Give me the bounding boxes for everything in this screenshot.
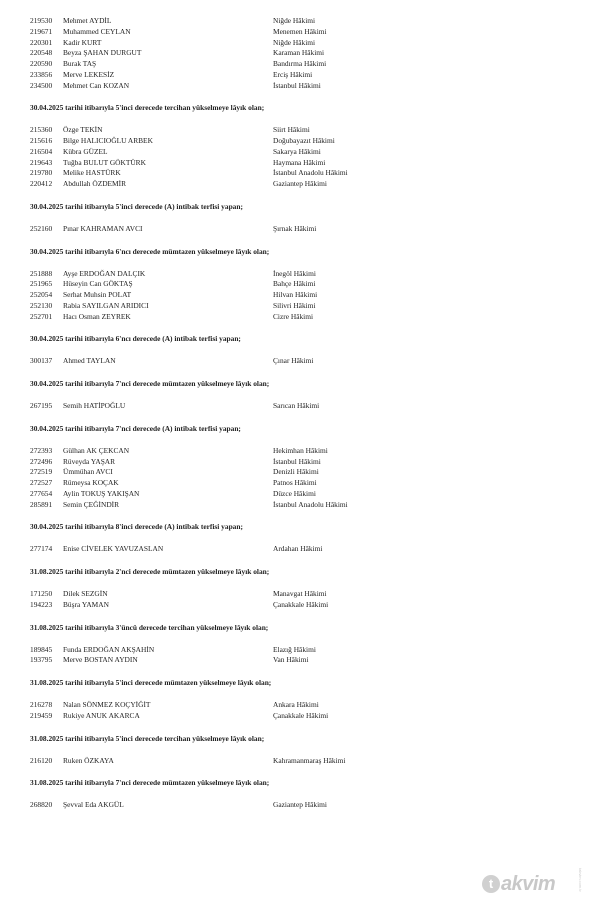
registry-number: 272393 xyxy=(30,445,53,455)
person-name: Kadir KURT xyxy=(63,37,102,47)
registry-number: 285891 xyxy=(30,499,53,509)
list-item xyxy=(0,16,591,27)
takvim-logo-text: akvim xyxy=(501,872,556,895)
court-name: Silivri Hâkimi xyxy=(273,300,316,310)
person-name: Mehmet AYDİL xyxy=(63,16,112,25)
person-name: Funda ERDOĞAN AKŞAHİN xyxy=(63,644,155,654)
registry-number: 272496 xyxy=(30,456,53,466)
registry-number: 233856 xyxy=(30,69,53,79)
person-name: Rüveyda YAŞAR xyxy=(63,456,116,466)
person-name: Serhat Muhsin POLAT xyxy=(63,290,132,299)
list-item xyxy=(0,467,591,478)
registry-number: 277654 xyxy=(30,488,53,498)
section xyxy=(0,510,591,555)
list-item xyxy=(0,478,591,489)
list-item xyxy=(0,489,591,500)
person-name: Semih HATİPOĞLU xyxy=(63,401,126,410)
section xyxy=(0,16,591,91)
court-name: Çanakkale Hâkimi xyxy=(273,710,329,720)
takvim-logo-badge: t xyxy=(482,875,500,893)
list-item xyxy=(0,645,591,656)
person-name: Büşra YAMAN xyxy=(63,599,109,609)
list-item xyxy=(0,600,591,611)
list-item xyxy=(0,446,591,457)
list-item xyxy=(0,700,591,711)
list-item xyxy=(0,224,591,235)
court-name: Sakarya Hâkimi xyxy=(273,146,321,156)
list-item xyxy=(0,269,591,280)
court-name: Ardahan Hâkimi xyxy=(273,544,323,554)
registry-number: 220548 xyxy=(30,48,53,58)
registry-number: 267195 xyxy=(30,401,53,410)
watermark-url: takvim.com.tr xyxy=(578,868,583,892)
court-name: Düzce Hâkimi xyxy=(273,488,316,498)
court-name: Patnos Hâkimi xyxy=(273,478,317,487)
list-item xyxy=(0,279,591,290)
section-heading: 30.04.2025 tarihi itibarıyla 6'ncı derecede (A) intibak terfisi yapan; xyxy=(30,334,241,344)
registry-number: 252701 xyxy=(30,311,53,321)
court-name: İstanbul Hâkimi xyxy=(273,80,321,90)
court-name: İnegöl Hâkimi xyxy=(273,268,316,278)
person-name: Muhammed CEYLAN xyxy=(63,26,131,36)
court-name: Kahramanmaraş Hâkimi xyxy=(273,755,346,765)
court-name: Hekimhan Hâkimi xyxy=(273,445,328,455)
registry-number: 219530 xyxy=(30,16,53,25)
section-heading: 31.08.2025 tarihi itibarıyla 5'inci derecede mümtazen yükselmeye lâyık olan; xyxy=(30,678,272,687)
court-name: Manavgat Hâkimi xyxy=(273,589,327,598)
section-heading: 30.04.2025 tarihi itibarıyla 7'nci derecede (A) intibak terfisi yapan; xyxy=(30,423,241,433)
person-name: Rümeysa KOÇAK xyxy=(63,478,119,487)
registry-number: 300137 xyxy=(30,356,53,366)
person-name: Rabia SAYILGAN ARIDICI xyxy=(63,300,149,310)
registry-number: 251965 xyxy=(30,279,53,289)
court-name: Niğde Hâkimi xyxy=(273,37,316,47)
section xyxy=(0,722,591,767)
person-name: Beyza ŞAHAN DURGUT xyxy=(63,48,142,58)
section xyxy=(0,555,591,611)
list-item xyxy=(0,27,591,38)
court-name: Bahçe Hâkimi xyxy=(273,279,316,289)
court-name: Şırnak Hâkimi xyxy=(273,223,317,233)
registry-number: 219459 xyxy=(30,710,53,720)
list-item xyxy=(0,147,591,158)
list-item xyxy=(0,38,591,49)
court-name: Bandırma Hâkimi xyxy=(273,59,327,68)
list-item xyxy=(0,81,591,92)
section-heading: 31.08.2025 tarihi itibarıyla 3'üncü derecede tercihan yükselmeye lâyık olan; xyxy=(30,622,269,632)
section-heading: 30.04.2025 tarihi itibarıyla 5'inci derecede (A) intibak terfisi yapan; xyxy=(30,201,243,211)
registry-number: 268820 xyxy=(30,800,53,810)
person-name: Ümmühan AVCI xyxy=(63,467,113,477)
section-heading: 30.04.2025 tarihi itibarıyla 7'nci derecede mümtazen yükselmeye lâyık olan; xyxy=(30,379,270,388)
list-item xyxy=(0,800,591,811)
registry-number: 272527 xyxy=(30,478,53,487)
registry-number: 216120 xyxy=(30,755,53,765)
registry-number: 277174 xyxy=(30,544,53,554)
section xyxy=(0,235,591,323)
registry-number: 272519 xyxy=(30,467,53,477)
section xyxy=(0,666,591,722)
list-item xyxy=(0,544,591,555)
court-name: Niğde Hâkimi xyxy=(273,16,316,25)
list-item xyxy=(0,457,591,468)
person-name: Ayşe ERDOĞAN DALÇIK xyxy=(63,268,146,278)
section xyxy=(0,190,591,235)
list-item xyxy=(0,168,591,179)
registry-number: 220412 xyxy=(30,179,53,188)
list-item xyxy=(0,356,591,367)
court-name: Ankara Hâkimi xyxy=(273,700,319,709)
section xyxy=(0,367,591,412)
person-name: Özge TEKİN xyxy=(63,125,103,135)
list-item xyxy=(0,500,591,511)
person-name: Bilge HALICIOĞLU ARBEK xyxy=(63,136,153,145)
section xyxy=(0,766,591,811)
list-item xyxy=(0,70,591,81)
section xyxy=(0,611,591,667)
person-name: Enise CİVELEK YAVUZASLAN xyxy=(63,544,164,554)
court-name: İstanbul Anadolu Hâkimi xyxy=(273,499,348,509)
section-heading: 30.04.2025 tarihi itibarıyla 6'ncı derecede mümtazen yükselmeye lâyık olan; xyxy=(30,246,270,256)
court-name: Menemen Hâkimi xyxy=(273,26,327,36)
section-heading: 30.04.2025 tarihi itibarıyla 5'inci derecede tercihan yükselmeye lâyık olan; xyxy=(30,103,265,113)
person-name: Hüseyin Can GÖKTAŞ xyxy=(63,279,133,289)
person-name: Tuğba BULUT GÖKTÜRK xyxy=(63,157,146,167)
person-name: Nalan SÖNMEZ KOÇYİĞİT xyxy=(63,700,151,709)
court-name: Denizli Hâkimi xyxy=(273,467,319,477)
person-name: Merve BOSTAN AYDIN xyxy=(63,655,138,665)
person-name: Abdullah ÖZDEMİR xyxy=(63,179,127,188)
court-name: Çınar Hâkimi xyxy=(273,356,314,366)
list-item xyxy=(0,179,591,190)
court-name: Cizre Hâkimi xyxy=(273,311,314,321)
court-name: Çanakkale Hâkimi xyxy=(273,599,329,609)
registry-number: 193795 xyxy=(30,655,53,665)
list-item xyxy=(0,756,591,767)
section-heading: 31.08.2025 tarihi itibarıyla 5'inci derecede tercihan yükselmeye lâyık olan; xyxy=(30,733,265,743)
court-name: Sarıcan Hâkimi xyxy=(273,401,320,410)
registry-number: 215360 xyxy=(30,125,53,135)
person-name: Burak TAŞ xyxy=(63,59,97,68)
person-name: Kübra GÜZEL xyxy=(63,146,108,156)
court-name: Elazığ Hâkimi xyxy=(273,644,316,654)
section xyxy=(0,322,591,367)
registry-number: 215616 xyxy=(30,136,53,145)
list-item xyxy=(0,136,591,147)
registry-number: 171250 xyxy=(30,589,53,598)
section xyxy=(0,91,591,190)
court-name: Erciş Hâkimi xyxy=(273,69,313,79)
person-name: Ahmed TAYLAN xyxy=(63,356,116,366)
court-name: Hilvan Hâkimi xyxy=(273,290,318,299)
person-name: Aylin TOKUŞ YAKIŞAN xyxy=(63,488,140,498)
list-item xyxy=(0,125,591,136)
registry-number: 219643 xyxy=(30,157,53,167)
court-name: Karaman Hâkimi xyxy=(273,48,325,58)
registry-number: 234500 xyxy=(30,80,53,90)
list-item xyxy=(0,312,591,323)
list-item xyxy=(0,158,591,169)
list-item xyxy=(0,301,591,312)
court-name: Gaziantep Hâkimi xyxy=(273,800,327,810)
court-name: Gaziantep Hâkimi xyxy=(273,179,327,188)
registry-number: 251888 xyxy=(30,268,53,278)
list-item xyxy=(0,48,591,59)
list-item xyxy=(0,59,591,70)
court-name: Van Hâkimi xyxy=(273,655,309,665)
court-name: Siirt Hâkimi xyxy=(273,125,310,135)
court-name: İstanbul Anadolu Hâkimi xyxy=(273,168,348,178)
person-name: Şevval Eda AKGÜL xyxy=(63,800,124,810)
court-name: Haymana Hâkimi xyxy=(273,157,326,167)
person-name: Pınar KAHRAMAN AVCI xyxy=(63,223,143,233)
list-item xyxy=(0,711,591,722)
registry-number: 194223 xyxy=(30,599,53,609)
section-heading: 31.08.2025 tarihi itibarıyla 2'nci derecede mümtazen yükselmeye lâyık olan; xyxy=(30,567,270,576)
person-name: Ruken ÖZKAYA xyxy=(63,755,114,765)
registry-number: 252160 xyxy=(30,223,53,233)
takvim-logo-watermark xyxy=(482,872,555,896)
person-name: Gülhan AK ÇEKCAN xyxy=(63,445,130,455)
person-name: Semin ÇEĞİNDİR xyxy=(63,499,120,509)
section-heading: 30.04.2025 tarihi itibarıyla 8'inci derecede (A) intibak terfisi yapan; xyxy=(30,522,243,532)
list-item xyxy=(0,589,591,600)
list-item xyxy=(0,290,591,301)
registry-number: 219671 xyxy=(30,26,53,36)
registry-number: 216504 xyxy=(30,146,53,156)
registry-number: 252130 xyxy=(30,300,53,310)
court-name: Doğubayazıt Hâkimi xyxy=(273,136,335,145)
document-body xyxy=(0,16,591,811)
court-name: İstanbul Hâkimi xyxy=(273,456,321,466)
person-name: Rukiye ANUK AKARCA xyxy=(63,710,140,720)
registry-number: 220590 xyxy=(30,59,53,68)
registry-number: 189845 xyxy=(30,644,53,654)
registry-number: 216278 xyxy=(30,700,53,709)
person-name: Dilek SEZGİN xyxy=(63,589,108,598)
registry-number: 220301 xyxy=(30,37,53,47)
person-name: Melike HASTÜRK xyxy=(63,168,121,178)
list-item xyxy=(0,401,591,412)
registry-number: 252054 xyxy=(30,290,53,299)
section xyxy=(0,412,591,511)
section-heading: 31.08.2025 tarihi itibarıyla 7'nci derecede mümtazen yükselmeye lâyık olan; xyxy=(30,778,270,788)
list-item xyxy=(0,655,591,666)
person-name: Hacı Osman ZEYREK xyxy=(63,311,131,321)
registry-number: 219780 xyxy=(30,168,53,178)
person-name: Merve LEKESİZ xyxy=(63,69,115,79)
person-name: Mehmet Can KOZAN xyxy=(63,80,130,90)
